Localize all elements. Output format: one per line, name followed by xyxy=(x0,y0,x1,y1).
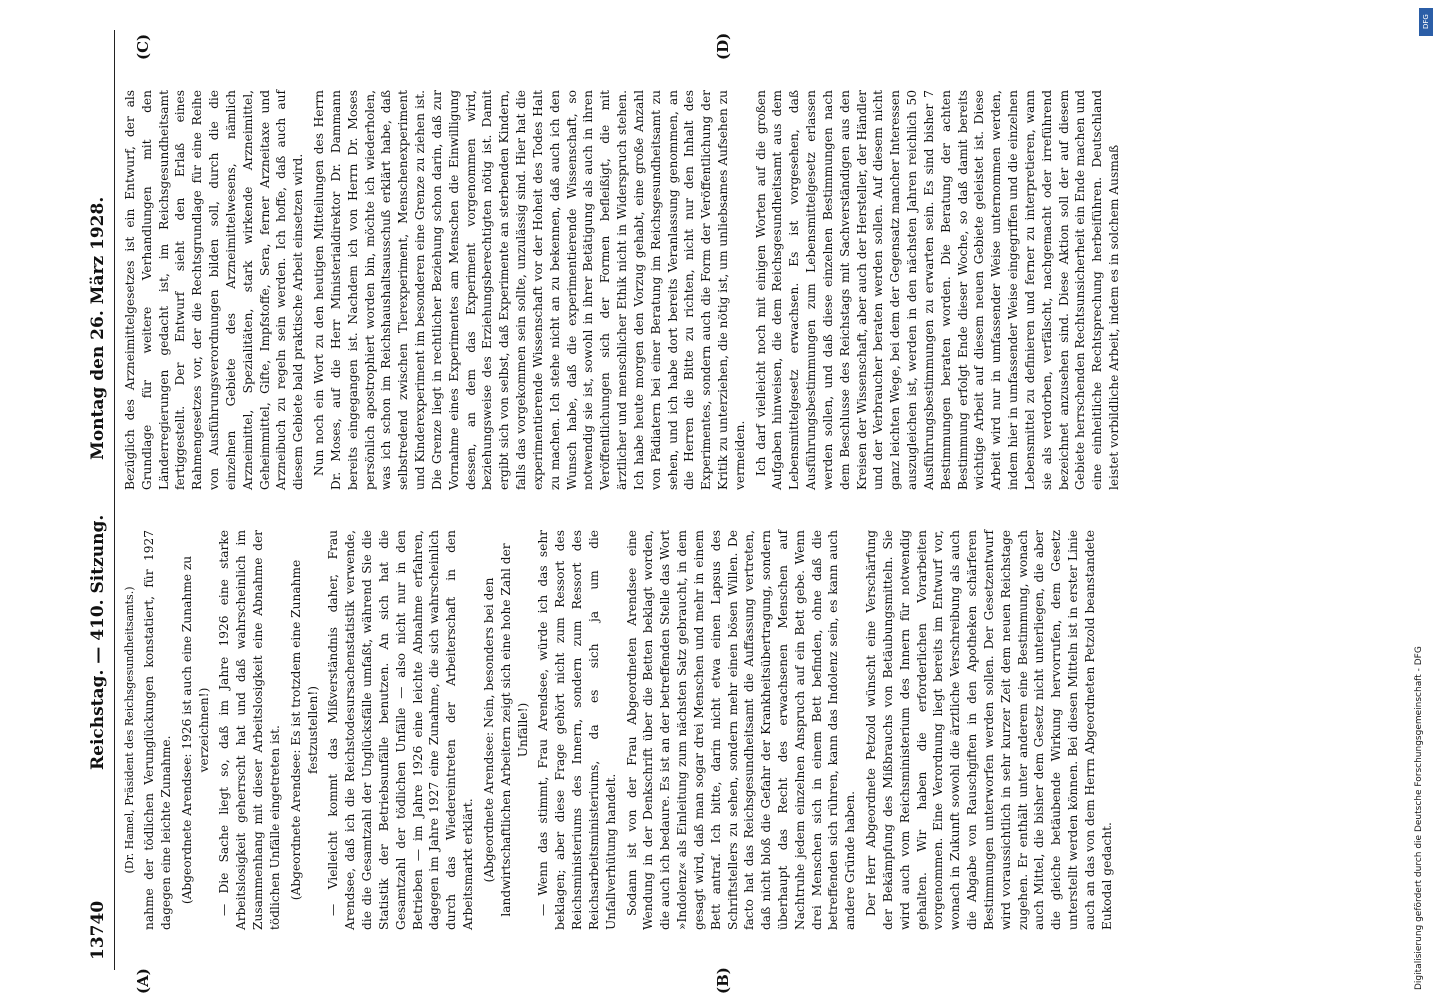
margin-marker-a: (A) xyxy=(134,968,152,994)
rotated-document xyxy=(74,0,1374,1000)
interjection: (Abgeordnete Arendsee: Nein, besonders bei den landwirtschaftlichen Arbeitern zeigt sich eine hohe Zahl der Unfälle!) xyxy=(481,543,530,917)
page-header xyxy=(88,0,112,1000)
interjection: (Abgeordnete Arendsee: 1926 ist auch eine Zunahme zu verzeichnen!) xyxy=(179,555,211,905)
paragraph: Nun noch ein Wort zu den heutigen Mitteilungen des Herrn Dr. Moses, auf die Herr Ministerialdirektor Dr. Dammann bereits eingegangen ist. Nachdem ich von Herrn Dr. Moses persönlich apostrophiert worden bin, möchte ich wiederholen, was ich schon im Reichshaushaltsausschuß erklärt habe, daß selbstredend zwischen Tierexperiment, Menschenexperiment und Kinderexperiment im besonderen eine Grenze zu ziehen ist. Die Grenze liegt in rechtlicher Beziehung schon darin, daß zur Vornahme eines Experimentes am Menschen die Einwilligung dessen, an dem das Experiment vorgenommen wird, beziehungsweise des Erziehungsberechtigten nötig ist. Damit ergibt sich von selbst, daß Experimente an sterbenden Kindern, falls das vorgekommen sein sollte, unzulässig sind. Hier hat die experimentierende Wissenschaft vor der Hoheit des Todes Halt zu machen. Ich stehe nicht an zu bekennen, daß auch ich den Wunsch habe, daß die experimentierende Wissenschaft, so notwendig sie ist, sowohl in ihrer Betätigung als auch in ihren Veröffentlichungen sich der Formen befleißigt, die mit ärztlicher und menschlicher Ethik nicht in Widerspruch stehen. Ich habe heute morgen den Vorzug gehabt, eine große Anzahl von Pädiatern bei einer Beratung im Reichsgesundheitsamt zu sehen, und ich habe dort bereits Veranlassung genommen, an die Herren die Bitte zu richten, nicht nur den Inhalt des Experimentes, sondern auch die Form der Veröffentlichung der Kritik zu unterziehen, die nötig ist, um unliebsames Aufsehen zu vermeiden. xyxy=(312,90,747,490)
digitization-credit: Digitalisierung gefördert durch die Deutsche Forschungsgemeinschaft - DFG xyxy=(1414,646,1424,990)
paragraph: — Vielleicht kommt das Mißverständnis daher, Frau Arendsee, daß ich die Reichstodesursachenstatistik verwende, die die Gesamtzahl der Unglücksfälle umfaßt, während Sie die Statistik der Betriebsunfälle benutzen. An sich hat die Gesamtzahl der tödlichen Unfälle — also nicht nur in den Betrieben — im Jahre 1926 eine leichte Abnahme erfahren, dagegen im Jahre 1927 eine Zunahme, die sich wahrscheinlich durch das Wiedereintreten der Arbeiterschaft in den Arbeitsmarkt erklärt. xyxy=(326,530,476,930)
page-number: 13740 xyxy=(88,900,108,960)
paragraph: — Wenn das stimmt, Frau Arendsee, würde ich das sehr beklagen; aber diese Frage gehört nicht zum Ressort des Reichsministeriums des Innern, sondern zum Ressort des Reichsarbeitsministeriums, da es sich ja um die Unfallverhütung handelt. xyxy=(536,530,618,930)
text-column-left xyxy=(122,530,1120,930)
paragraph: Sodann ist von der Frau Abgeordneten Arendsee eine Wendung in der Denkschrift über die Betten beklagt worden, die auch ich bedaure. Es ist an der betreffenden Stelle das Wort »Indolenz« als Einleitung zum nächsten Satz gebraucht, in dem gesagt wird, daß man sogar drei Menschen und mehr in einem Bett antraf. Ich bitte, darin nicht etwa einen Lapsus des Schriftstellers zu sehen, sondern mehr einen bösen Willen. De facto hat das Reichsgesundheitsamt die Auffassung vertreten, daß nicht bloß die Gefahr der Krankheitsübertragung, sondern überhaupt das Recht des erwachsenen Menschen auf Nachtruhe jedem einzelnen Anspruch auf ein Bett gebe. Wenn drei Menschen sich in einem Bett befinden, ohne daß die betreffenden sich rühren, kann das Indolenz sein, es kann auch andere Gründe haben. xyxy=(624,530,858,930)
text-column-right xyxy=(122,90,1127,490)
header-rule xyxy=(114,30,115,970)
interjection: (Abgeordnete Arendsee: Es ist trotzdem eine Zunahme festzustellen!) xyxy=(288,559,320,901)
margin-marker-c: (C) xyxy=(134,33,152,60)
paragraph: nahme der tödlichen Verunglückungen konstatiert, für 1927 dagegen eine leichte Zunahme. xyxy=(142,530,173,930)
margin-marker-d: (D) xyxy=(714,32,732,60)
paragraph: Ich darf vielleicht noch mit einigen Worten auf die großen Aufgaben hinweisen, die dem Reichsgesundheitsamt aus dem Lebensmittelgesetz erwachsen. Es ist vorgesehen, daß Ausführungsbestimmungen zum Lebensmittelgesetz erlassen werden sollen, und daß diese einzelnen Bestimmungen nach dem Beschlusse des Reichstags mit Sachverständigen aus den Kreisen der Wissenschaft, aber auch der Hersteller, der Händler und der Verbraucher beraten werden sollen. Auf diesem nicht ganz leichten Wege, bei dem der Gegensatz mancher Interessen auszugleichen ist, werden in den nächsten Jahren reichlich 50 Ausführungsbestimmungen zu erwarten sein. Es sind bisher 7 Bestimmungen beraten worden. Die Beratung der achten Bestimmung erfolgt Ende dieser Woche, so daß damit bereits wichtige Arbeit auf diesem neuen Gebiete geleistet ist. Diese Arbeit wird nur in umfassender Weise unternommen werden, indem hier in umfassender Weise eingegriffen und die einzelnen Lebensmittel zu definieren und ferner zu interpretieren, wann sie als verdorben, verfälscht, nachgemacht oder irreführend bezeichnet anzusehen sind. Diese Aktion soll der auf diesem Gebiete herrschenden Rechtsunsicherheit ein Ende machen und eine einheitliche Rechtsprechung herbeiführen. Deutschland leistet vorbildliche Arbeit, indem es in solchem Ausmaß xyxy=(753,90,1122,490)
dfg-logo: DFG xyxy=(1419,8,1433,36)
session-title: Reichstag. — 410. Sitzung. xyxy=(88,514,108,770)
session-date: Montag den 26. März 1928. xyxy=(88,196,108,460)
paragraph: Bezüglich des Arzneimittelgesetzes ist ein Entwurf, der als Grundlage für weitere Verhandlungen mit den Länderregierungen gedacht ist, im Reichsgesundheitsamt fertiggestellt. Der Entwurf sieht den Erlaß eines Rahmengesetzes vor, der die Rechtsgrundlage für eine Reihe von Ausführungsverordnungen bilden soll, durch die die einzelnen Gebiete des Arzneimittelwesens, nämlich Arzneimittel, Spezialitäten, stark wirkende Arzneimittel, Geheimmittel, Gifte, Impfstoffe, Sera, ferner Arzneitaxe und Arzneibuch zu regeln sein werden. Ich hoffe, daß auch auf diesem Gebiete bald praktische Arbeit einsetzen wird. xyxy=(123,90,306,490)
margin-marker-b: (B) xyxy=(714,967,732,994)
paragraph: — Die Sache liegt so, daß im Jahre 1926 eine starke Arbeitslosigkeit geherrscht hat und daß wahrscheinlich im Zusammenhang mit dieser Arbeitslosigkeit eine Abnahme der tödlichen Unfälle eingetreten ist. xyxy=(217,530,282,930)
speaker-note: (Dr. Hamel, Präsident des Reichsgesundheitsamts.) xyxy=(123,586,136,874)
paragraph: Der Herr Abgeordnete Petzold wünscht eine Verschärfung der Bekämpfung des Mißbrauchs von Betäubungsmitteln. Sie wird auch vom Reichsministerium des Innern für notwendig gehalten. Wir haben die erforderlichen Vorarbeiten vorgenommen. Eine Verordnung liegt bereits im Entwurf vor, wonach in Zukunft sowohl die ärztliche Verschreibung als auch die Abgabe von Rauschgiften in den Apotheken schärferen Bestimmungen unterworfen werden sollen. Der Gesetzentwurf wird voraussichtlich in sehr kurzer Zeit dem neuen Reichstage zugehen. Er enthält unter anderem eine Bestimmung, wonach auch Mittel, die bisher dem Gesetz nicht unterliegen, die aber die gleiche betäubende Wirkung hervorrufen, dem Gesetz unterstellt werden können. Bei diesen Mitteln ist in erster Linie auch an das von dem Herrn Abgeordneten Petzold beanstandete Eukodal gedacht. xyxy=(864,530,1114,930)
